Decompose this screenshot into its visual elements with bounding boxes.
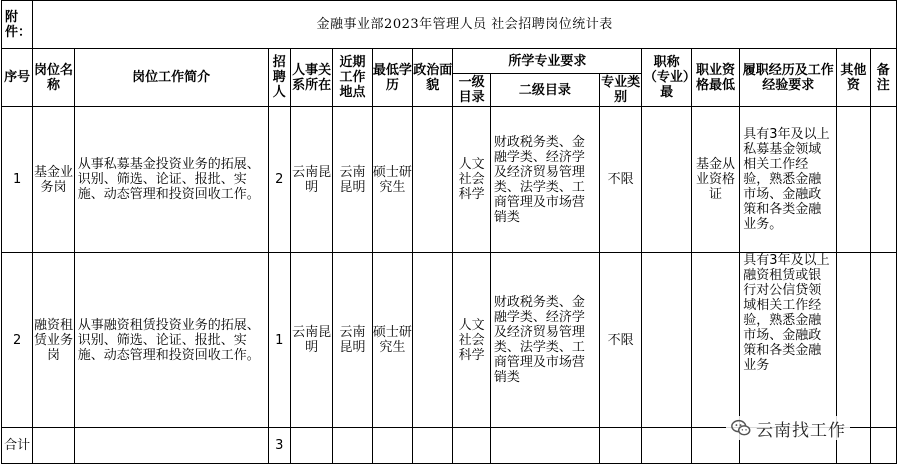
total-label: 合计 <box>2 428 33 464</box>
attachment-label: 附件： <box>2 1 33 49</box>
header-qualification: 职业资格最低 <box>691 49 739 107</box>
total-empty-cell <box>870 428 896 464</box>
header-position-name: 岗位名称 <box>33 49 74 107</box>
header-experience: 履职经历及工作经验要求 <box>740 49 837 107</box>
watermark-text: 云南找工作 <box>756 420 846 441</box>
row-personnel-location: 云南昆明 <box>290 107 332 253</box>
total-empty-cell <box>74 428 268 464</box>
header-major-category: 专业类别 <box>601 75 641 105</box>
header-personnel-location: 人事关系所在 <box>290 49 332 107</box>
row-work-location: 云南昆明 <box>333 253 372 428</box>
wechat-icon <box>730 417 752 439</box>
row-seq: 1 <box>2 107 33 253</box>
header-row-1 <box>2 49 897 74</box>
header-title-rank: 职称（专业）最 <box>642 49 691 107</box>
total-empty-cell <box>33 428 74 464</box>
row-remark <box>870 253 896 428</box>
header-duty: 岗位工作简介 <box>74 49 268 107</box>
row-major-level2: 财政税务类、金融学类、经济学及经济贸易管理类、法学类、工商管理及市场营销类 <box>490 107 599 253</box>
row-other <box>837 107 870 253</box>
header-remark: 备注 <box>870 49 896 107</box>
header-other: 其他资 <box>837 49 870 107</box>
row-personnel-location: 云南昆明 <box>290 253 332 428</box>
row-position-name: 融资租赁业务岗 <box>33 253 74 428</box>
title-row <box>2 1 897 49</box>
header-work-location: 近期工作地点 <box>333 49 372 107</box>
row-experience: 具有3年及以上融资租赁或银行对公信贷领域相关工作经验，熟悉金融市场、金融政策和各类金融业务 <box>740 253 837 428</box>
row-seq: 2 <box>2 253 33 428</box>
table-row <box>2 253 897 428</box>
row-duty: 从事私募基金投资业务的拓展、识别、筛选、论证、报批、实施、动态管理和投资回收工作。 <box>74 107 268 253</box>
total-empty-cell <box>453 428 490 464</box>
row-qualification <box>691 253 739 428</box>
total-empty-cell <box>290 428 332 464</box>
row-other <box>837 253 870 428</box>
row-title-rank <box>642 107 691 253</box>
header-political: 政治面貌 <box>413 49 453 107</box>
row-major-level2: 财政税务类、金融学类、经济学及经济贸易管理类、法学类、工商管理及市场营销类 <box>490 253 599 428</box>
row-major-level1: 人文社会科学 <box>453 107 490 253</box>
recruitment-table <box>1 0 897 464</box>
row-title-rank <box>642 253 691 428</box>
row-qualification: 基金从业资格证 <box>691 107 739 253</box>
row-work-location: 云南昆明 <box>333 107 372 253</box>
header-major-group: 所学专业要求 <box>453 49 642 74</box>
row-recruit-count: 1 <box>268 253 290 428</box>
header-min-education: 最低学历 <box>372 49 412 107</box>
total-empty-cell <box>642 428 691 464</box>
watermark <box>726 416 850 440</box>
total-empty-cell <box>413 428 453 464</box>
total-recruit-count: 3 <box>268 428 290 464</box>
header-recruit-count: 招聘人 <box>268 49 290 107</box>
row-position-name: 基金业务岗 <box>33 107 74 253</box>
row-major-level1: 人文社会科学 <box>453 253 490 428</box>
row-major-category: 不限 <box>599 107 641 253</box>
row-recruit-count: 2 <box>268 107 290 253</box>
row-min-education: 硕士研究生 <box>372 253 412 428</box>
header-major-level2: 二级目录 <box>490 74 599 107</box>
total-empty-cell <box>599 428 641 464</box>
row-duty: 从事融资租赁投资业务的拓展、识别、筛选、论证、报批、实施、动态管理和投资回收工作。 <box>74 253 268 428</box>
row-political <box>413 107 453 253</box>
row-experience: 具有3年及以上私募基金领域相关工作经验，熟悉金融市场、金融政策和各类金融业务。 <box>740 107 837 253</box>
row-political <box>413 253 453 428</box>
row-remark <box>870 107 896 253</box>
page-title: 金融事业部2023年管理人员 社会招聘岗位统计表 <box>33 1 897 49</box>
total-empty-cell <box>372 428 412 464</box>
table-row <box>2 107 897 253</box>
row-min-education: 硕士研究生 <box>372 107 412 253</box>
row-major-category: 不限 <box>599 253 641 428</box>
header-seq: 序号 <box>2 49 33 107</box>
header-major-level1: 一级目录 <box>453 74 490 107</box>
total-empty-cell <box>333 428 372 464</box>
total-empty-cell <box>490 428 599 464</box>
